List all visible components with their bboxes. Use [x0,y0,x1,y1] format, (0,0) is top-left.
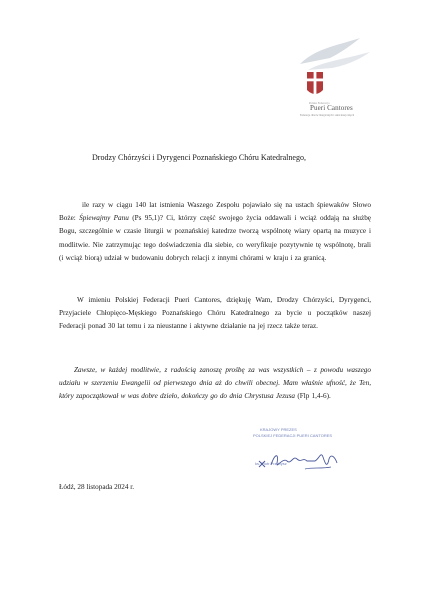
paragraph-3 [59,364,371,404]
paragraph-1-quote: Śpiewajmy Panu [79,214,129,223]
place-and-date: Łódź, 28 listopada 2024 r. [59,483,135,491]
paragraph-1-text-a: ile razy w ciągu 140 lat istnienia Waszego Zespołu pojawiało się na ustach śpiewaków Słowo Boże: [59,201,371,223]
cross-dove-icon [290,34,380,104]
stamp-line-3: ks. Piotr Przybysz [255,461,287,466]
stamp-line-1: KRAJOWY PREZES [260,427,297,432]
paragraph-3-citation: (Flp 1,4-6). [295,392,331,401]
handwritten-signature [255,447,341,481]
logo-organization-subtitle: Federacja chórów liturgicznych i szkół muzycznych [300,114,355,117]
paragraph-3-quote: Zawsze, w każdej modlitwie, z radością zanoszę prośbę za was wszystkich – z powodu waszego udziału w szerzeniu Ewangelii od pierwszego dnia aż do chwili obecnej. Mam właśnie ufność, że Ten, który zapoczątkował w was dobre dzieło, dokończy go do dnia Chrystusa Jezusa [59,366,371,401]
paragraph-2: W imieniu Polskiej Federacji Pueri Cantores, dziękuję Wam, Drodzy Chórzyści, Dyrygenci, Przyjaciele Chłopięco-Męskiego Poznańskiego Chóru Katedralnego za bycie u początków naszej Federacji ponad 30 lat temu i za nieustanne i aktywne działanie na jej rzecz także teraz. [59,296,371,331]
paragraph-1 [59,199,371,265]
logo-organization-small: Polska Federacja [309,101,330,105]
stamp-line-2: POLSKIEJ FEDERACJI PUERI CANTORES [253,433,333,438]
letter-greeting: Drodzy Chórzyści i Dyrygenci Poznańskiego Chóru Katedralnego, [92,153,306,162]
logo-organization-name: Pueri Cantores [310,104,353,112]
signature-icon [255,447,341,481]
paragraph-1-text-b: (Ps 95,1)? Ci, którzy część swojego życia oddawali i wciąż oddają na służbę Bogu, szczególnie w czasie liturgii w poznańskiej katedrze tworzą wspólnotę wiary opartą na muzyce i modlitwie. Nie zatrzymując tego doświadczenia dla siebie, co weryfikuje pozytywnie tę wspólnotę, brali (i wciąż biorą) udział w budowaniu dobrych relacji z innymi chórami w kraju i za granicą. [59,214,372,262]
